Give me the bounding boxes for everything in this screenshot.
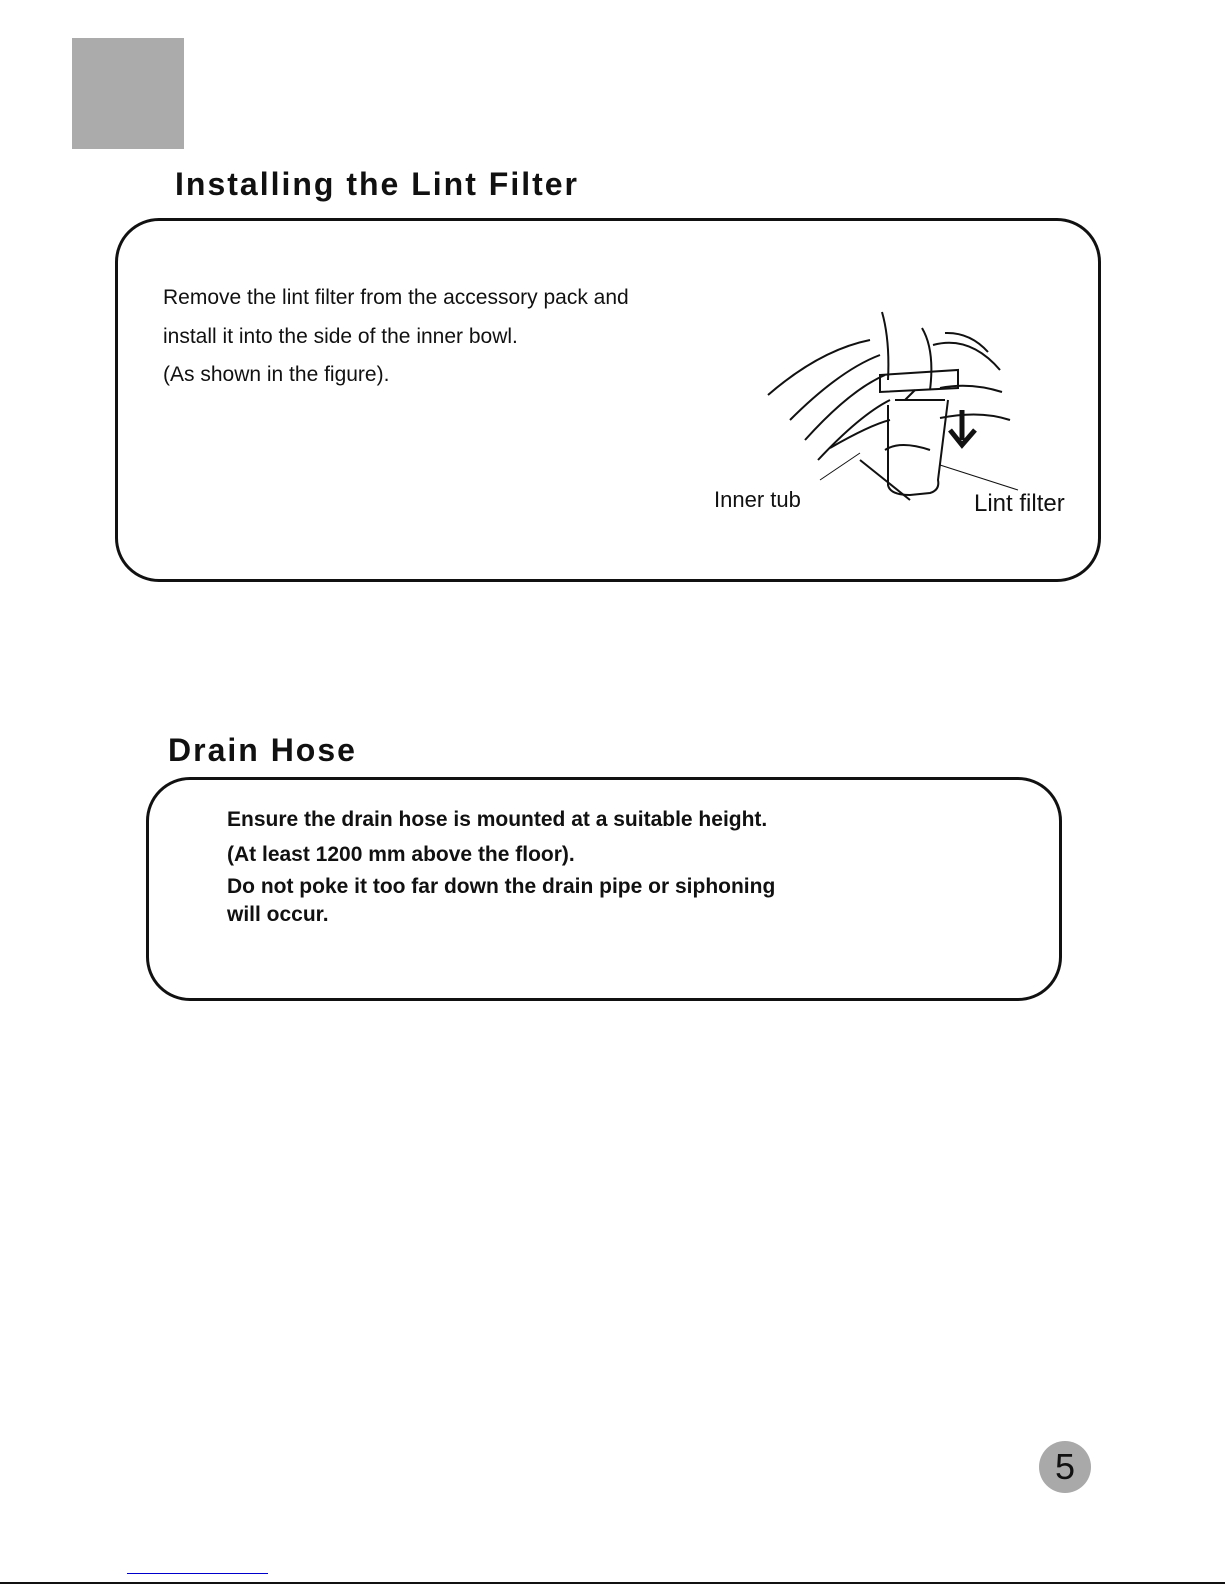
text-line: Remove the lint filter from the accessory pack and bbox=[163, 286, 629, 309]
drain-hose-text bbox=[227, 802, 775, 928]
drain-hose-heading: Drain Hose bbox=[168, 732, 357, 768]
lint-filter-label: Lint filter bbox=[974, 490, 1065, 517]
footer-divider bbox=[0, 1582, 1225, 1584]
lint-filter-text bbox=[163, 279, 629, 395]
text-line: Do not poke it too far down the drain pipe or siphoning bbox=[227, 875, 776, 898]
lint-filter-heading: Installing the Lint Filter bbox=[175, 166, 579, 202]
section-marker bbox=[72, 38, 184, 149]
text-line: (At least 1200 mm above the floor). bbox=[227, 843, 575, 866]
footer-link-underline bbox=[127, 1573, 268, 1574]
text-line: (As shown in the figure). bbox=[163, 363, 390, 386]
text-line: Ensure the drain hose is mounted at a suitable height. bbox=[227, 808, 768, 831]
page-number: 5 bbox=[1039, 1441, 1091, 1493]
text-line: install it into the side of the inner bowl. bbox=[163, 324, 518, 348]
inner-tub-label: Inner tub bbox=[714, 487, 801, 512]
text-line: will occur. bbox=[227, 903, 329, 926]
